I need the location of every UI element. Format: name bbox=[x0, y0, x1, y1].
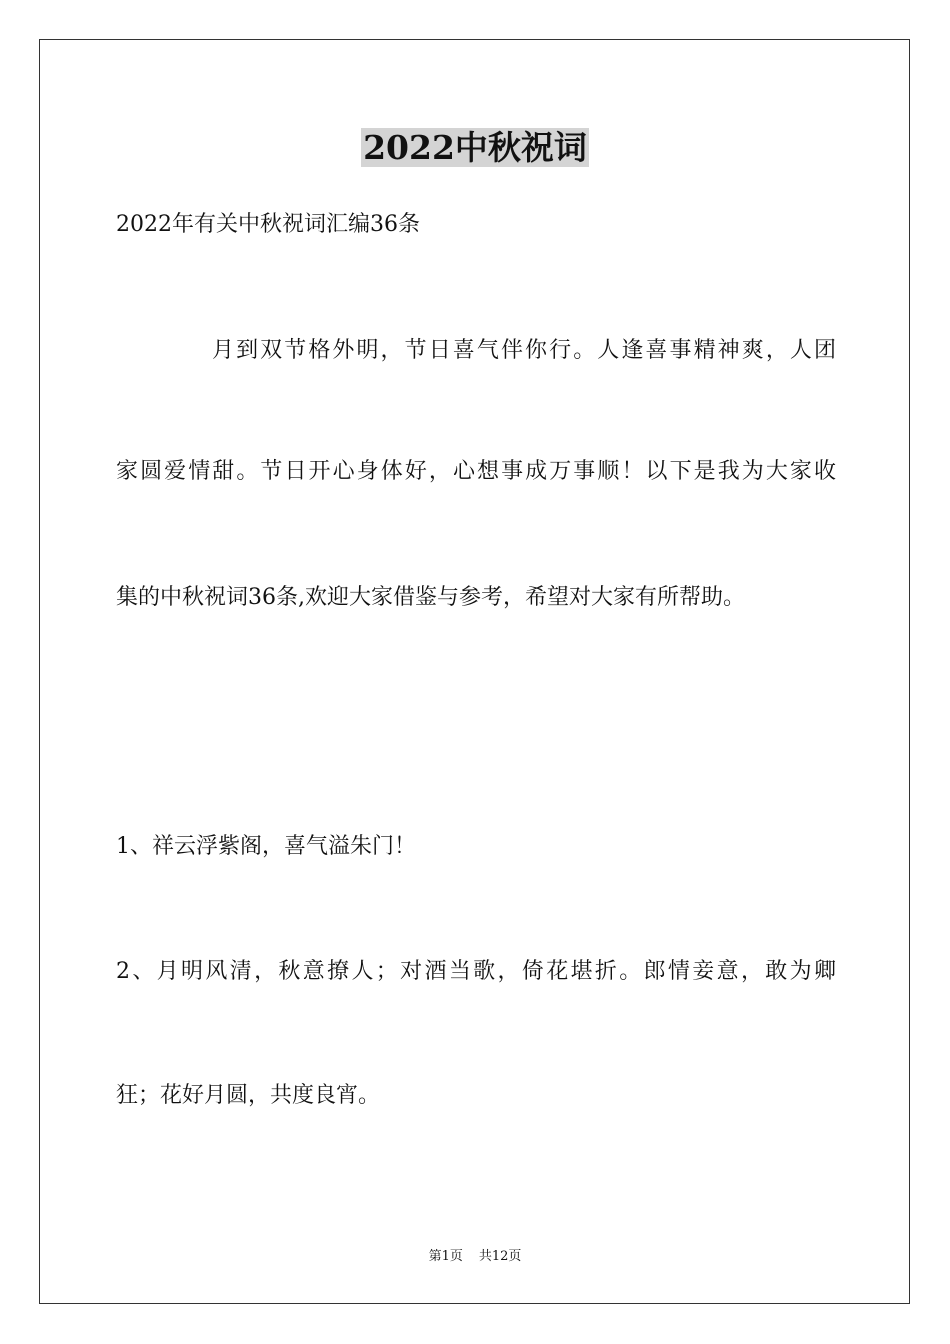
intro-line-2: 家圆爱情甜。节日开心身体好，心想事成万事顺！以下是我为大家收 bbox=[116, 459, 836, 484]
page-footer bbox=[0, 1248, 950, 1266]
page-total: 共12页 bbox=[478, 1249, 522, 1264]
page-number: 第1页 bbox=[428, 1249, 463, 1264]
list-item-1: 1、祥云浮紫阁，喜气溢朱门！ bbox=[116, 834, 416, 859]
list-item-2-line-2: 狂；花好月圆，共度良宵。 bbox=[116, 1083, 381, 1108]
list-item-2-line-1: 2、月明风清，秋意撩人；对酒当歌，倚花堪折。郎情妾意，敢为卿 bbox=[116, 959, 836, 984]
document-title bbox=[0, 127, 950, 169]
document-title-text: 2022中秋祝词 bbox=[363, 128, 587, 167]
intro-line-1: 月到双节格外明，节日喜气伴你行。人逢喜事精神爽，人团 bbox=[212, 338, 836, 363]
document-subtitle: 2022年有关中秋祝词汇编36条 bbox=[116, 212, 420, 237]
intro-line-3: 集的中秋祝词36条,欢迎大家借鉴与参考，希望对大家有所帮助。 bbox=[116, 585, 745, 610]
